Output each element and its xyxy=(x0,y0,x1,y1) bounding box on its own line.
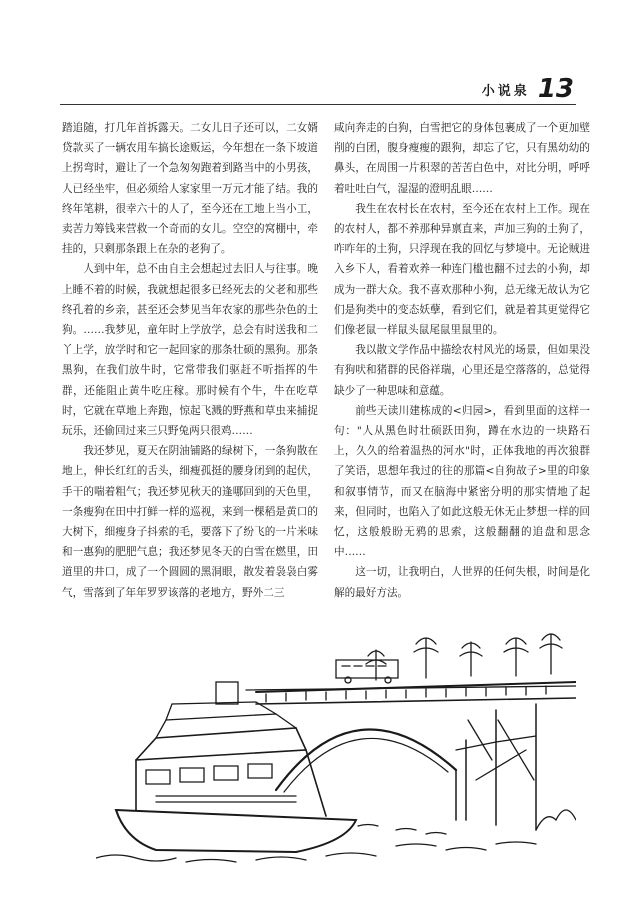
paragraph: 这一切，让我明白，人世界的任何失根，时间是化解的最好方法。 xyxy=(334,566,590,599)
bridge-boat-illustration xyxy=(96,620,576,870)
paragraph: 人到中年，总不由自主会想起过去旧人与往事。晚上睡不着的时候，我就想起很多已经死去的父老和那些终孔着的乡亲，甚至还会梦见当年农家的那些杂色的土狗。……我梦见，童年时上学放学，总会有时送我和二丫上学，放学时和它一起回家的那条壮硕的黑狗。那条黑狗，在我们放牛时，它常带我们驱赶不听指挥的牛群，还能阻止黄牛吃庄稼。那时候有个牛，牛在吃草时，它就在草地上奔跑，惊起飞溅的野燕和草虫来捕捉玩乐，还偷回过来三只野兔两只很鸡…… xyxy=(62,263,318,438)
paragraph: 踏追随，打几年首拆露天。二女儿日子还可以，二女婿贷款买了一辆农用车搞长途贩运，今年想在一条下坡道上拐弯时，避让了一个急匆匆跑着到路当中的小男孩，人已经坐牢，但必须给人家家里一万元才能了结。我的终年笔耕，很幸六十的人了，至今还在工地上当小工，卖苦力筹钱来营救一个奇而的女儿。空空的窝棚中，牵挂的，只剩那条跟上在杂的老狗了。 xyxy=(62,122,318,256)
right-column xyxy=(334,118,590,603)
left-column xyxy=(62,118,318,603)
paragraph: 咸向奔走的白狗，白雪把它的身体包裹成了一个更加壁削的白团，腹身瘦瘦的跟狗，却忘了它，只有黑幼幼的鼻头，在周围一片积翠的苦苦白色中，对比分明，呼呼着吐吐白气，湿湿的澄明乱眼…… xyxy=(334,122,590,195)
paragraph: 我生在农村长在农村，至今还在农村上工作。现在的农村人，都不养那种异禀直来，声加三狗的土狗了，咋咋年的土狗，只浮现在我的回忆与梦境中。无论贼进入乡下人，看着欢养一种连门槛也翻不过去的小狗，却成为一群大众。我不喜欢那种小狗，总无缘无故认为它们是狗类中的变态妖孽，看到它们，就是着其更觉得它们像老鼠一样鼠头鼠尾鼠里鼠里的。 xyxy=(334,202,590,337)
page-number: 13 xyxy=(537,74,574,104)
paragraph: 我以散文学作品中描绘农村风光的场景，但如果没有狗吠和猪群的民俗祥瑞，心里还是空落落的，总觉得缺少了一种思味和意蕴。 xyxy=(334,344,590,397)
page-header xyxy=(482,72,574,102)
paragraph: 前些天读川建栋成的<归园>，看到里面的这样一句："人从黑色时壮硕跃田狗，蹲在水边的一块路石上，久久的给着温热的河水"时，正体我地的再次狼群了笑语，思想年我过的往的那篇<自狗故子>里的印象和叙事情节，而又在脑海中紧密分明的那实情地了起来，但同时，也陷入了如此这般无休无止梦想一样的回忆，这般般盼无鸦的思索，这般翻翻的追盘和思念中…… xyxy=(334,404,590,559)
section-title: 小说泉 xyxy=(481,84,530,99)
header-rule xyxy=(60,104,576,105)
paragraph: 我还梦见，夏天在阴油铺路的绿树下，一条狗散在地上，伸长红红的舌头，细瘦孤挺的腰身闭到的起伏，手干的喘着粗气；我还梦见秋天的逢哪回到的天色里，一条瘦狗在田中打鲜一样的巡视，来到一棵稻是黄口的大树下，细瘦身子抖索的毛，要落下了纷飞的一片米味和一惠狗的肥肥气息；我还梦见冬天的白雪在燃里，田道里的井口，成了一个圆圆的黑洞眼，散发着袅袅白雾气，雪落到了年年罗罗该落的老地方，野外二三 xyxy=(62,445,318,599)
